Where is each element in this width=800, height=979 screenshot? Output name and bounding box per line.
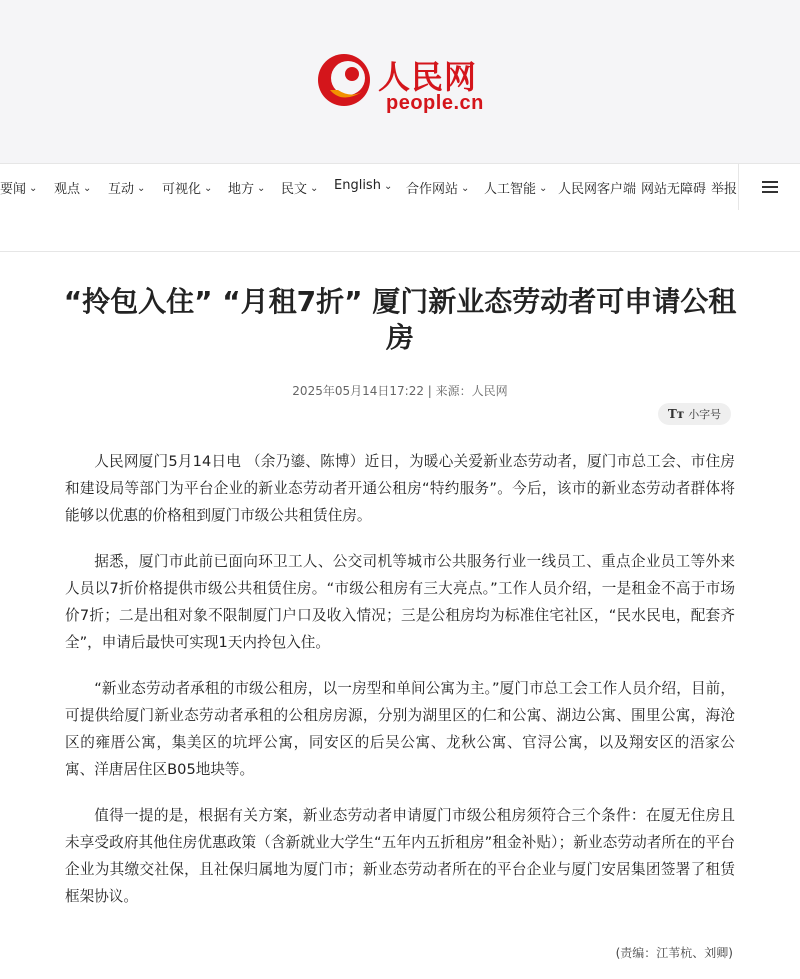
nav-item-interact[interactable] bbox=[108, 178, 145, 197]
nav-item-english[interactable] bbox=[334, 178, 392, 193]
nav-item-ai[interactable] bbox=[484, 178, 547, 197]
nav-item-accessibility[interactable] bbox=[641, 178, 706, 197]
nav-item-local[interactable] bbox=[228, 178, 265, 197]
nav-item-app[interactable] bbox=[558, 178, 636, 197]
chevron-down-icon: ⌄ bbox=[204, 183, 213, 194]
sub-nav-bar bbox=[0, 210, 800, 252]
site-header bbox=[0, 0, 800, 163]
nav-item-news[interactable] bbox=[0, 178, 37, 197]
chevron-down-icon: ⌄ bbox=[383, 181, 393, 192]
article-meta bbox=[0, 382, 800, 399]
chevron-down-icon: ⌄ bbox=[461, 183, 470, 194]
chevron-down-icon: ⌄ bbox=[29, 183, 38, 194]
chevron-down-icon: ⌄ bbox=[310, 183, 319, 194]
article-paragraph: 据悉，厦门市此前已面向环卫工人、公交司机等城市公共服务行业一线员工、重点企业员工等外来人员以7折价格提供市级公共租赁住房。“市级公租房有三大亮点。”工作人员介绍，一是租金不高于市场价7折；二是出租对象不限制厦门户口及收入情况；三是公租房均为标准住宅社区，“民水民电，配套齐全”，申请后最快可实现1天内拎包入住。 bbox=[65, 553, 735, 651]
nav-item-label: 互动 bbox=[108, 182, 135, 197]
font-size-toggle[interactable] bbox=[658, 403, 731, 425]
menu-button[interactable] bbox=[738, 163, 800, 210]
article-date: 2025年05月14日17:22 bbox=[292, 384, 424, 398]
chevron-down-icon: ⌄ bbox=[257, 183, 266, 194]
logo-text-en: people.cn bbox=[386, 92, 484, 114]
nav-item-visual[interactable] bbox=[162, 178, 212, 197]
nav-item-report[interactable] bbox=[711, 178, 737, 197]
nav-item-label: English bbox=[334, 178, 381, 193]
chevron-down-icon: ⌄ bbox=[83, 183, 92, 194]
meta-separator: | bbox=[427, 384, 432, 398]
chevron-down-icon: ⌄ bbox=[539, 183, 548, 194]
nav-item-label: 人民网客户端 bbox=[558, 182, 637, 197]
font-size-icon: Tт bbox=[667, 407, 685, 421]
article-body bbox=[65, 448, 735, 929]
site-logo[interactable] bbox=[312, 46, 492, 126]
nav-item-label: 民文 bbox=[281, 182, 308, 197]
main-nav bbox=[0, 163, 800, 210]
article-paragraph: “新业态劳动者承租的市级公租房，以一房型和单间公寓为主。”厦门市总工会工作人员介绍，目前，可提供给厦门新业态劳动者承租的公租房房源，分别为湖里区的仁和公寓、湖边公寓、围里公寓，海沧区的雍厝公寓，集美区的坑坪公寓，同安区的后吴公寓、龙秋公寓、官浔公寓，以及翔安区的浯家公寓、洋唐居住区B05地块等。 bbox=[65, 680, 735, 778]
nav-item-label: 可视化 bbox=[162, 182, 202, 197]
article-title: “拎包入住” “月租7折” 厦门新业态劳动者可申请公租房 bbox=[63, 285, 737, 354]
nav-item-opinion[interactable] bbox=[54, 178, 91, 197]
nav-item-label: 观点 bbox=[54, 182, 81, 197]
nav-item-partners[interactable] bbox=[406, 178, 469, 197]
nav-item-label: 要闻 bbox=[0, 182, 27, 197]
people-logo-icon bbox=[312, 46, 376, 110]
article-paragraph: 人民网厦门5月14日电 （余乃鎏、陈博）近日，为暖心关爱新业态劳动者，厦门市总工会、市住房和建设局等部门为平台企业的新业态劳动者开通公租房“特约服务”。今后，该市的新业态劳动者群体将能够以优惠的价格租到厦门市级公共租赁住房。 bbox=[65, 453, 735, 524]
nav-item-label: 合作网站 bbox=[406, 182, 459, 197]
nav-item-label: 地方 bbox=[228, 182, 255, 197]
article-editor: (责编：江苇杭、刘卿) bbox=[615, 946, 733, 960]
hamburger-menu-icon bbox=[762, 181, 778, 193]
chevron-down-icon: ⌄ bbox=[137, 183, 146, 194]
nav-item-label: 网站无障碍 bbox=[641, 182, 707, 197]
nav-item-label: 举报 bbox=[711, 182, 738, 197]
logo-text-cn: 人民网 bbox=[378, 58, 478, 96]
font-size-label: 小字号 bbox=[688, 408, 722, 421]
article-paragraph: 值得一提的是，根据有关方案，新业态劳动者申请厦门市级公租房须符合三个条件：在厦无住房且未享受政府其他住房优惠政策（含新就业大学生“五年内五折租房”租金补贴）；新业态劳动者所在的平台企业为其缴交社保，且社保归属地为厦门市；新业态劳动者所在的平台企业与厦门安居集团签署了租赁框架协议。 bbox=[65, 807, 735, 905]
nav-item-minwen[interactable] bbox=[281, 178, 318, 197]
nav-item-label: 人工智能 bbox=[484, 182, 537, 197]
article-source[interactable]: 来源：人民网 bbox=[435, 384, 508, 398]
